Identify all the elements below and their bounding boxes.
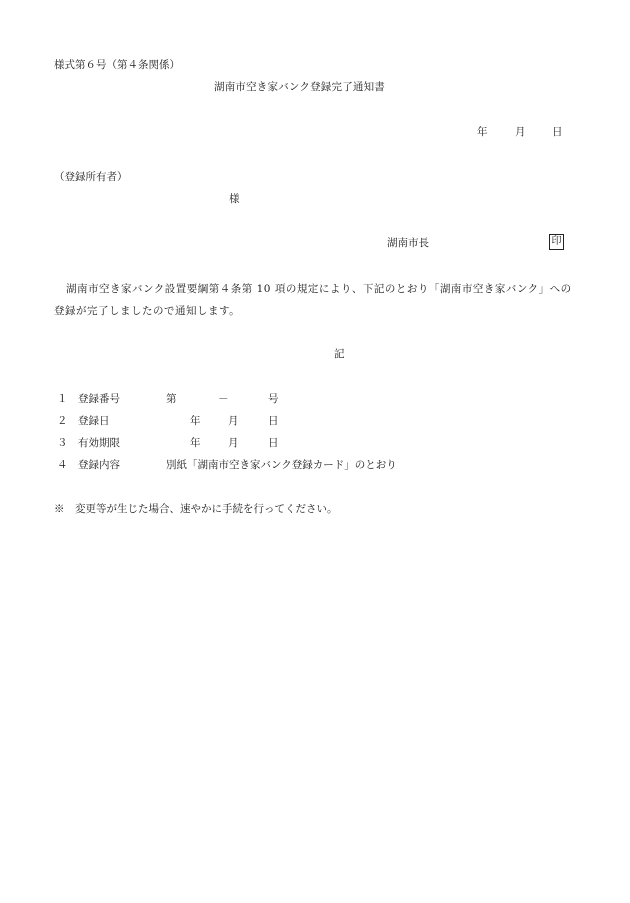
item-content: 別紙「湖南市空き家バンク登録カード」のとおり	[166, 459, 397, 471]
item-month: 月	[228, 437, 239, 449]
item-label: 登録日	[78, 415, 110, 427]
date-month-label: 月	[515, 126, 526, 138]
date-year-label: 年	[477, 126, 488, 138]
item-number: １	[57, 393, 68, 405]
body-paragraph: 湖南市空き家バンク設置要綱第４条第 10 項の規定により、下記のとおり「湖南市空き家バンク」への登録が完了しましたので通知します。	[54, 283, 572, 317]
issue-date	[477, 125, 563, 139]
document-title: 湖南市空き家バンク登録完了通知書	[214, 81, 385, 93]
item-label: 有効期限	[78, 437, 120, 449]
item-number: ３	[57, 437, 68, 449]
honorific: 様	[229, 193, 240, 205]
seal-box: 印	[549, 234, 564, 250]
mayor-name: 湖南市長	[387, 237, 429, 249]
item-day: 日	[268, 437, 279, 449]
item-label: 登録番号	[78, 393, 120, 405]
registration-go: 号	[268, 393, 279, 405]
item-label: 登録内容	[78, 459, 120, 471]
registration-dai: 第	[166, 393, 177, 405]
date-day-label: 日	[552, 126, 563, 138]
list-item	[54, 392, 574, 414]
list-item	[54, 414, 574, 436]
item-list	[54, 392, 574, 480]
item-month: 月	[228, 415, 239, 427]
item-day: 日	[268, 415, 279, 427]
ki-heading: 記	[334, 348, 345, 360]
form-number: 様式第６号（第４条関係）	[54, 59, 180, 71]
item-year: 年	[190, 415, 201, 427]
item-year: 年	[190, 437, 201, 449]
registration-dash: －	[218, 393, 229, 405]
item-number: ２	[57, 415, 68, 427]
list-item	[54, 436, 574, 458]
item-number: ４	[57, 459, 68, 471]
list-item	[54, 458, 574, 480]
owner-label: （登録所有者）	[54, 171, 128, 183]
note-text: ※ 変更等が生じた場合、速やかに手続を行ってください。	[54, 503, 338, 515]
